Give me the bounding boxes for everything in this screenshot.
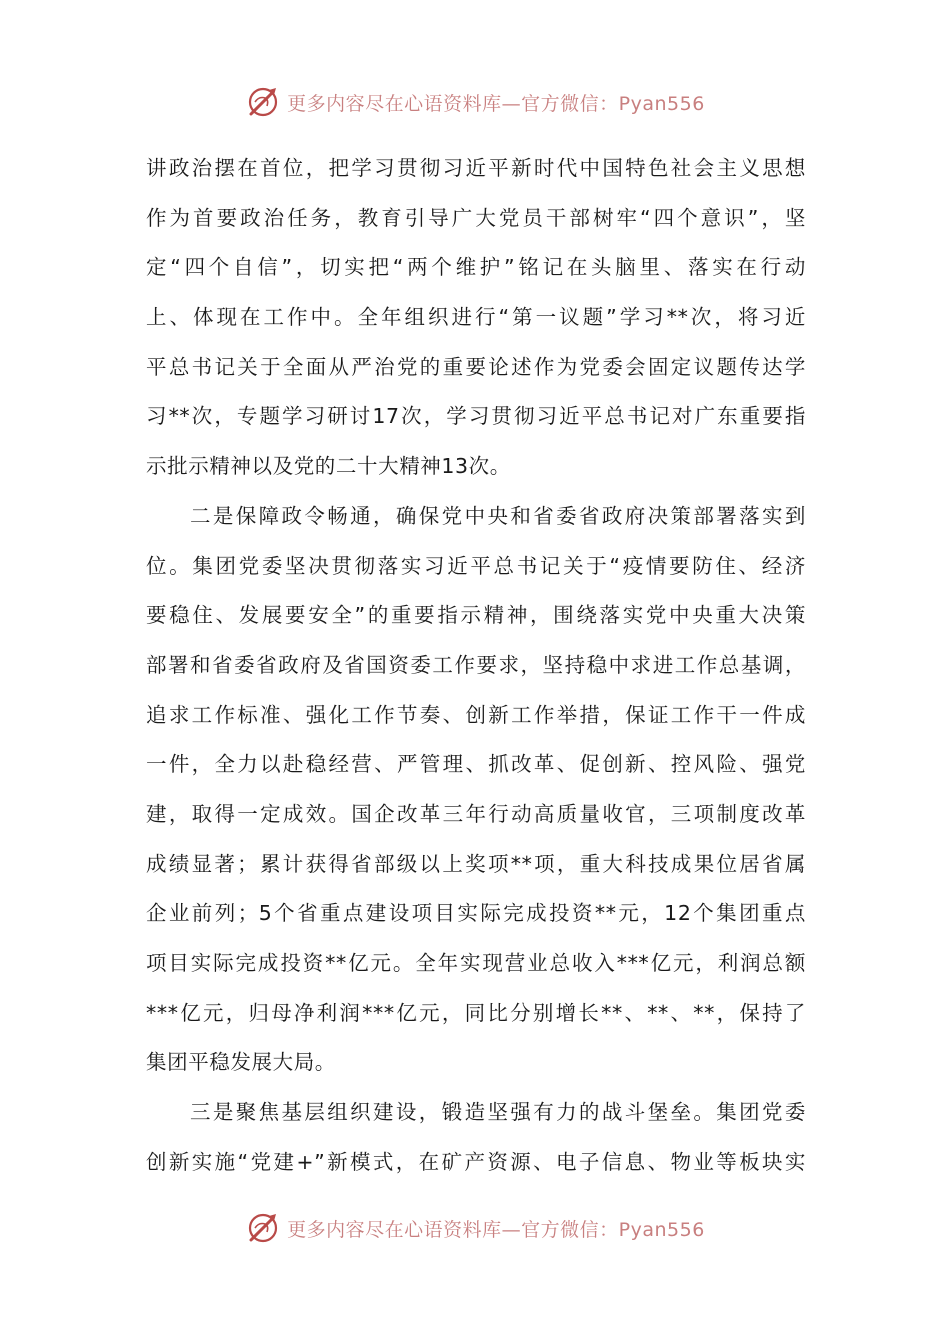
body-line-3: 定“四个自信”，切实把“两个维护”铭记在头脑里、落实在行动 <box>146 255 806 280</box>
body-line-5: 平总书记关于全面从严治党的重要论述作为党委会固定议题传达学 <box>146 354 806 379</box>
footer-wechat-id: Pyan556 <box>618 1218 705 1241</box>
body-line-17: 项目实际完成投资**亿元。全年实现营业总收入***亿元，利润总额 <box>146 951 806 975</box>
body-line-21: 创新实施“党建+”新模式，在矿产资源、电子信息、物业等板块实 <box>146 1149 806 1174</box>
body-line-19: 集团平稳发展大局。 <box>146 1050 336 1075</box>
body-line-16: 企业前列；5个省重点建设项目实际完成投资**元，12个集团重点 <box>146 901 806 926</box>
body-line-18: ***亿元，归母净利润***亿元，同比分别增长**、**、**，保持了 <box>146 1000 806 1025</box>
body-line-8: 二是保障政令畅通，确保党中央和省委省政府决策部署落实到 <box>190 503 806 528</box>
header-banner <box>0 80 950 124</box>
body-line-6: 习**次，专题学习研讨17次，学习贯彻习近平总书记对广东重要指 <box>146 404 806 429</box>
body-line-1: 讲政治摆在首位，把学习贯彻习近平新时代中国特色社会主义思想 <box>146 156 806 180</box>
header-banner-label: 更多内容尽在心语资料库—官方微信： <box>287 92 619 115</box>
body-line-15: 成绩显著；累计获得省部级以上奖项**项，重大科技成果位居省属 <box>146 851 806 876</box>
header-wechat-id: Pyan556 <box>618 92 705 115</box>
logo-icon <box>245 1210 281 1246</box>
body-line-11: 部署和省委省政府及省国资委工作要求，坚持稳中求进工作总基调， <box>146 652 806 677</box>
body-line-12: 追求工作标准、强化工作节奏、创新工作举措，保证工作干一件成 <box>146 702 806 727</box>
body-line-20: 三是聚焦基层组织建设，锻造坚强有力的战斗堡垒。集团党委 <box>190 1100 806 1125</box>
logo-icon <box>245 84 281 120</box>
body-line-7: 示批示精神以及党的二十大精神13次。 <box>146 454 511 479</box>
body-line-4: 上、体现在工作中。全年组织进行“第一议题”学习**次，将习近 <box>146 305 806 330</box>
document-body <box>146 144 806 1187</box>
body-line-14: 建，取得一定成效。国企改革三年行动高质量收官，三项制度改革 <box>146 801 806 826</box>
body-line-10: 要稳住、发展要安全”的重要指示精神，围绕落实党中央重大决策 <box>146 603 806 628</box>
footer-banner-inner <box>245 1210 705 1246</box>
body-line-2: 作为首要政治任务，教育引导广大党员干部树牢“四个意识”，坚 <box>146 205 806 230</box>
body-line-13: 一件，全力以赴稳经营、严管理、抓改革、促创新、控风险、强党 <box>146 752 806 777</box>
footer-banner <box>0 1206 950 1250</box>
header-banner-text <box>287 89 705 116</box>
header-banner-inner <box>245 84 705 120</box>
footer-banner-text <box>287 1215 705 1242</box>
footer-banner-label: 更多内容尽在心语资料库—官方微信： <box>287 1218 619 1241</box>
body-line-9: 位。集团党委坚决贯彻落实习近平总书记关于“疫情要防住、经济 <box>146 553 806 578</box>
